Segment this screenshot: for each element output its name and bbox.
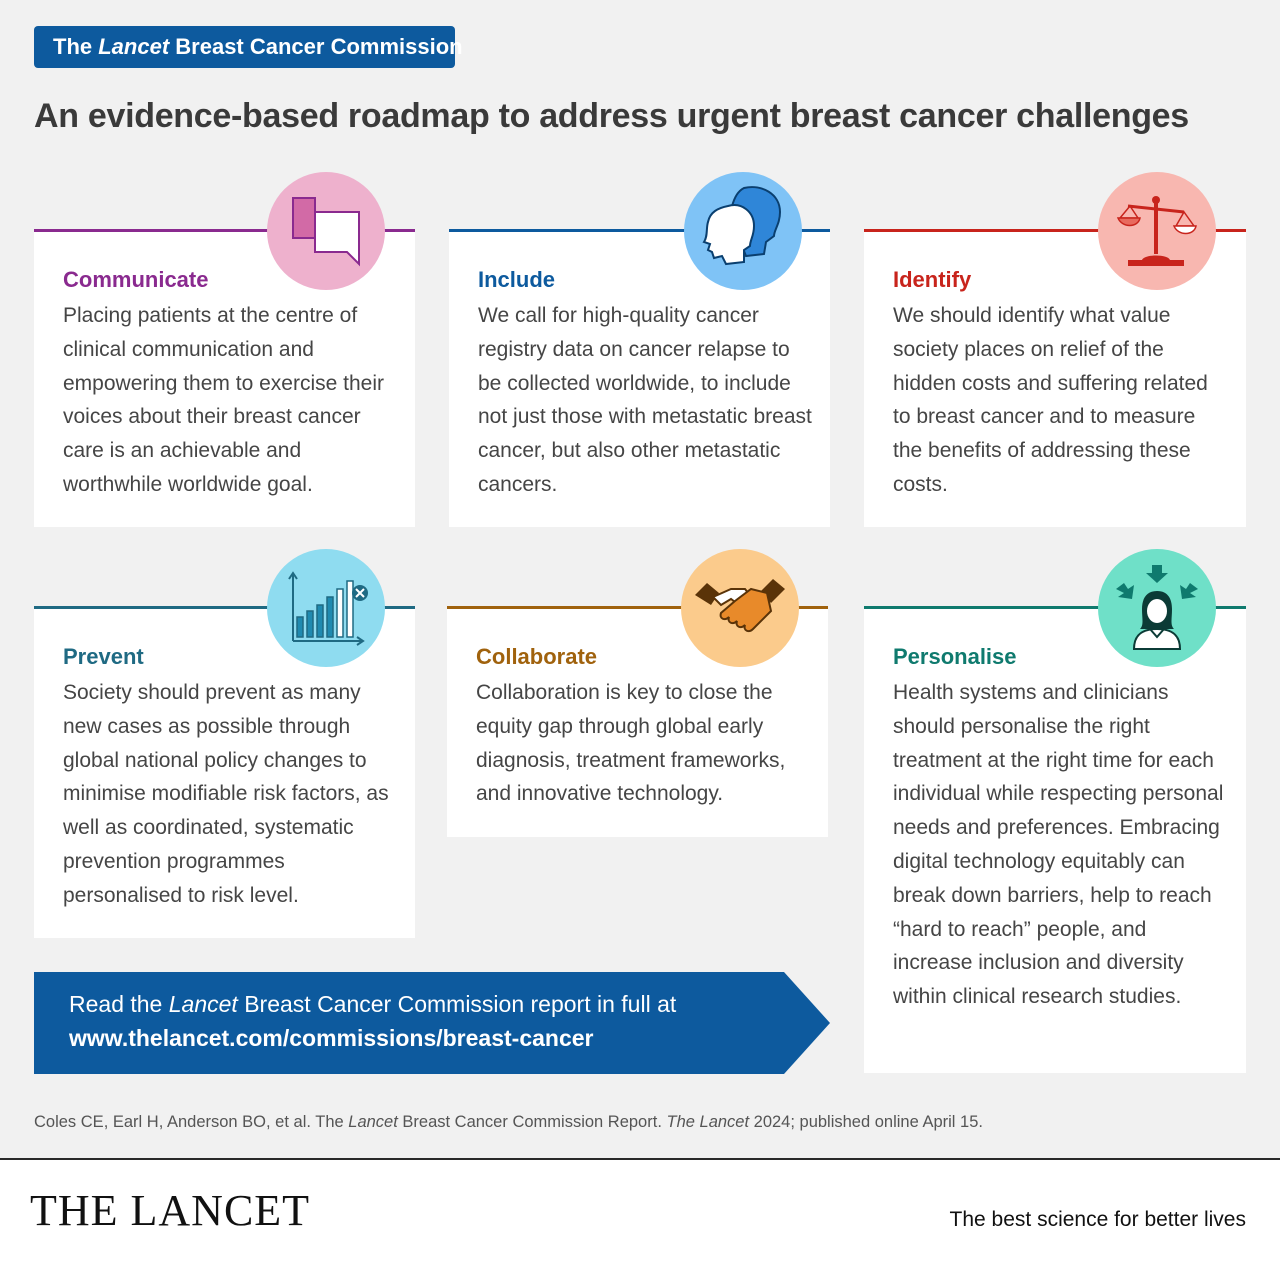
person-arrows-icon: [1098, 549, 1216, 667]
report-url-link[interactable]: www.thelancet.com/commissions/breast-cancer: [69, 1025, 594, 1051]
card-title: Prevent: [63, 644, 144, 669]
report-link-text: Read the Lancet Breast Cancer Commission report in full at: [69, 991, 677, 1017]
balance-scale-icon: [1098, 172, 1216, 290]
lancet-logo: THE LANCET: [30, 1186, 311, 1235]
footer-divider: [0, 1158, 1280, 1160]
card-title: Personalise: [893, 644, 1017, 669]
bar-chart-icon: [267, 549, 385, 667]
citation: Coles CE, Earl H, Anderson BO, et al. The Lancet Breast Cancer Commission Report. The Lancet 2024; published online April 15.: [34, 1113, 983, 1131]
card-personalise: [864, 606, 1246, 1073]
card-title: Identify: [893, 267, 972, 292]
card-title: Communicate: [63, 267, 209, 292]
card-body: We should identify what value society places on relief of the hidden costs and suffering related to breast cancer and to measure the benefits of addressing these costs.: [893, 304, 1208, 496]
badge-text-italic: Lancet: [98, 34, 170, 59]
two-heads-icon: [684, 172, 802, 290]
report-link-banner[interactable]: [34, 972, 830, 1074]
card-body: Health systems and clinicians should personalise the right treatment at the right time for each individual while respecting personal needs and preferences. Embracing digital technology equitably can break down barriers, help to reach “hard to reach” people, and increase inclusion and diversity within clinical research studies.: [893, 681, 1224, 1009]
tagline: The best science for better lives: [949, 1208, 1246, 1231]
badge-text-post: Breast Cancer Commission: [169, 34, 463, 59]
card-title: Collaborate: [476, 644, 598, 669]
page-title: An evidence-based roadmap to address urgent breast cancer challenges: [34, 97, 1189, 135]
badge-text-pre: The: [53, 34, 99, 59]
card-body: Placing patients at the centre of clinical communication and empowering them to exercise their voices about their breast cancer care is an achievable and worthwhile worldwide goal.: [63, 304, 384, 496]
card-body: We call for high-quality cancer registry data on cancer relapse to be collected worldwide, to include not just those with metastatic breast cancer, but also other metastatic cancers.: [478, 304, 812, 496]
card-title: Include: [478, 267, 556, 292]
handshake-icon: [681, 549, 799, 667]
speech-bubbles-icon: [267, 172, 385, 290]
commission-badge: [34, 26, 463, 68]
card-body: Collaboration is key to close the equity gap through global early diagnosis, treatment frameworks, and innovative technology.: [476, 681, 786, 806]
card-body: Society should prevent as many new cases as possible through global national policy changes to minimise modifiable risk factors, as well as coordinated, systematic prevention programmes personalised to risk level.: [63, 681, 389, 907]
